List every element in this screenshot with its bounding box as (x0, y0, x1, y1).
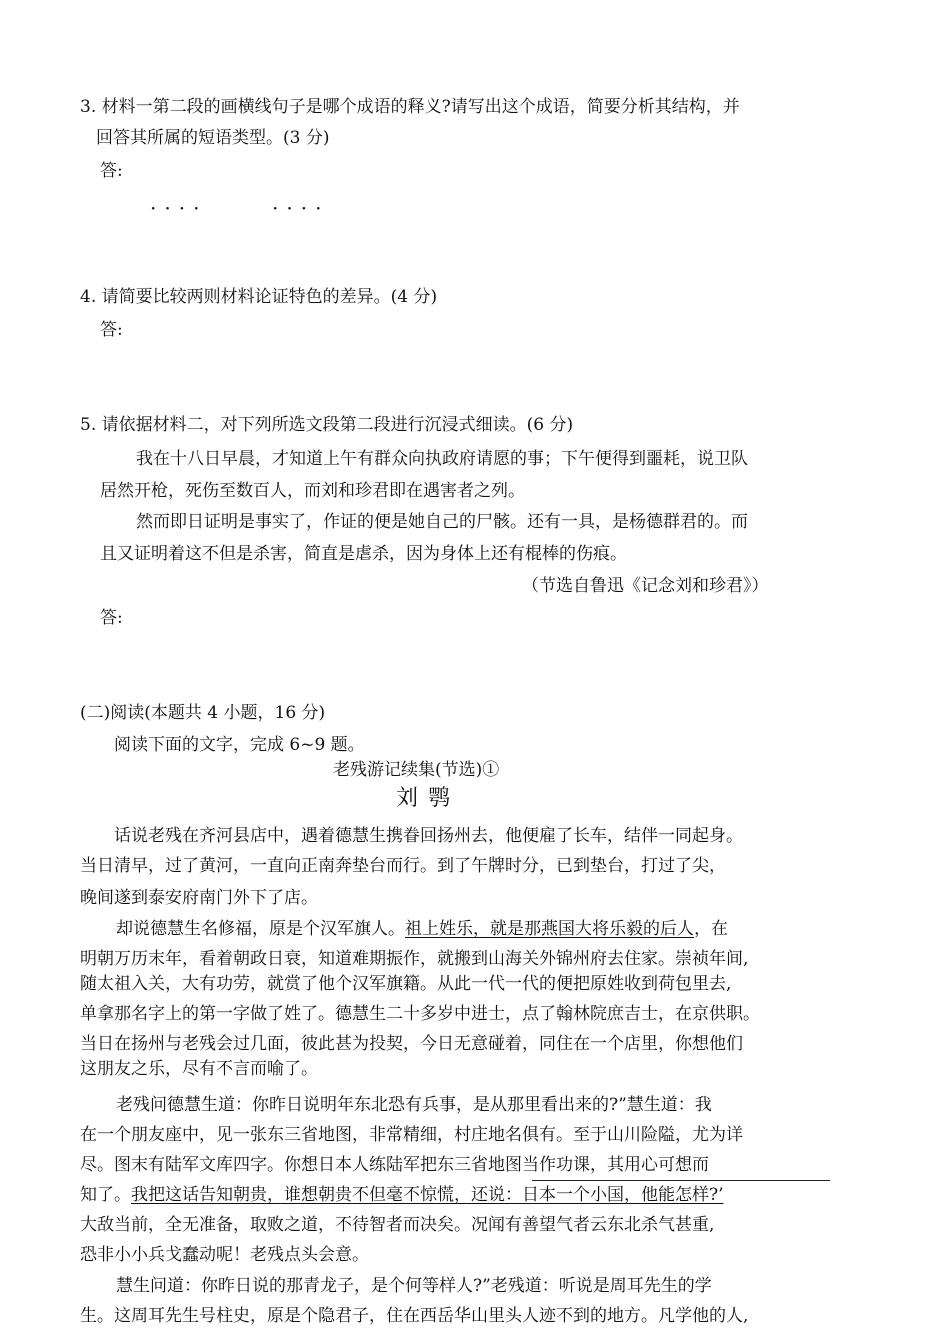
passage-line: 晚间遂到泰安府南门外下了店。 (80, 888, 318, 908)
passage-subtitle: 老残游记续集(节选)① (333, 760, 500, 780)
passage-line: 大敌当前，全无准备，取败之道，不待智者而决矣。况闻有善望气者云东北杀气甚重, (80, 1215, 715, 1235)
underlined-sentence: 我把这话告知朝贵，谁想朝贵不但毫不惊慌，还说：日本一个小国，他能怎样?’ (131, 1185, 724, 1205)
passage-text: 知了。 (80, 1185, 131, 1205)
passage-line: 当日清早，过了黄河，一直向正南奔垫台而行。到了午牌时分，已到垫台，打过了尖， (80, 856, 726, 876)
q4-stem: 4. 请简要比较两则材料论证特色的差异。(4 分) (80, 287, 438, 307)
q3-answer-label: 答: (100, 161, 123, 181)
underlined-sentence: 祖上姓乐，就是那燕国大将乐毅的后人 (405, 919, 694, 939)
passage-line: 话说老残在齐河县店中，遇着德慧生携眷回扬州去，他便雇了长车，结伴一同起身。 (114, 826, 743, 846)
q5-quote-p2-line1: 然而即日证明是事实了，作证的便是她自己的尸骸。还有一具，是杨德群君的。而 (136, 512, 748, 532)
q5-quote-p1-line1: 我在十八日早晨，才知道上午有群众向执政府请愿的事；下午便得到噩耗，说卫队 (136, 449, 748, 469)
passage-line: 明朝万历末年，看着朝政日衰，知道难期振作，就搬到山海关外锦州府去住家。崇祯年间, (80, 949, 749, 969)
q5-answer-label: 答: (100, 608, 123, 628)
passage-line: 这朋友之乐，尽有不言而喻了。 (80, 1059, 318, 1079)
passage-line: 随太祖入关，大有功劳，就赏了他个汉军旗籍。从此一代一代的便把原姓收到荷包里去, (80, 974, 732, 994)
q5-quote-source: （节选自鲁迅《记念刘和珍君》） (522, 576, 769, 596)
q3-stem-line2: 回答其所属的短语类型。(3 分) (96, 128, 330, 148)
passage-text: ，在 (694, 919, 728, 939)
q5-quote-p1-line2: 居然开枪，死伤至数百人，而刘和珍君即在遇害者之列。 (100, 481, 525, 501)
passage-line-with-underline (116, 918, 728, 940)
passage-line: 恐非小小兵戈蠢动呢！老残点头会意。 (80, 1245, 369, 1265)
passage-line: 当日在扬州与老残会过几面，彼此甚为投契，今日无意碰着，同住在一个店里，你想他们 (80, 1034, 743, 1054)
underline-rule (532, 1180, 830, 1181)
passage-line: 单拿那名字上的第一字做了姓了。德慧生二十多岁中进士，点了翰林院庶吉士，在京供职。 (80, 1004, 760, 1024)
emphasis-dots-left: ···· (150, 196, 208, 220)
section-instruction: 阅读下面的文字，完成 6~9 题。 (114, 735, 365, 755)
q4-answer-label: 答: (100, 320, 123, 340)
passage-line: 尽。图末有陆军文库四字。你想日本人练陆军把东三省地图当作功课，其用心可想而 (80, 1155, 709, 1175)
passage-line: 老残问德慧生道：你昨日说明年东北恐有兵事，是从那里看出来的?”慧生道：我 (116, 1095, 712, 1115)
passage-line-with-underline (80, 1184, 724, 1206)
passage-line: 在一个朋友座中，见一张东三省地图，非常精细，村庄地名俱有。至于山川险隘，尤为详 (80, 1125, 743, 1145)
q3-stem-line1: 3. 材料一第二段的画横线句子是哪个成语的释义?请写出这个成语，简要分析其结构，并 (80, 97, 740, 117)
q5-stem: 5. 请依据材料二，对下列所选文段第二段进行沉浸式细读。(6 分) (80, 415, 574, 435)
section-heading: (二)阅读(本题共 4 小题，16 分) (80, 703, 326, 723)
q5-quote-p2-line2: 且又证明着这不但是杀害，简直是虐杀，因为身体上还有棍棒的伤痕。 (100, 544, 627, 564)
passage-line: 慧生问道：你昨日说的那青龙子，是个何等样人?”老残道：听说是周耳先生的学 (116, 1276, 712, 1296)
passage-title: 刘鹗 (396, 786, 461, 811)
emphasis-dots-right: ···· (272, 196, 330, 220)
passage-line: 生。这周耳先生号柱史，原是个隐君子，住在西岳华山里头人迹不到的地方。凡学他的人, (80, 1306, 749, 1326)
passage-text: 却说德慧生名修福，原是个汉军旗人。 (116, 919, 405, 939)
